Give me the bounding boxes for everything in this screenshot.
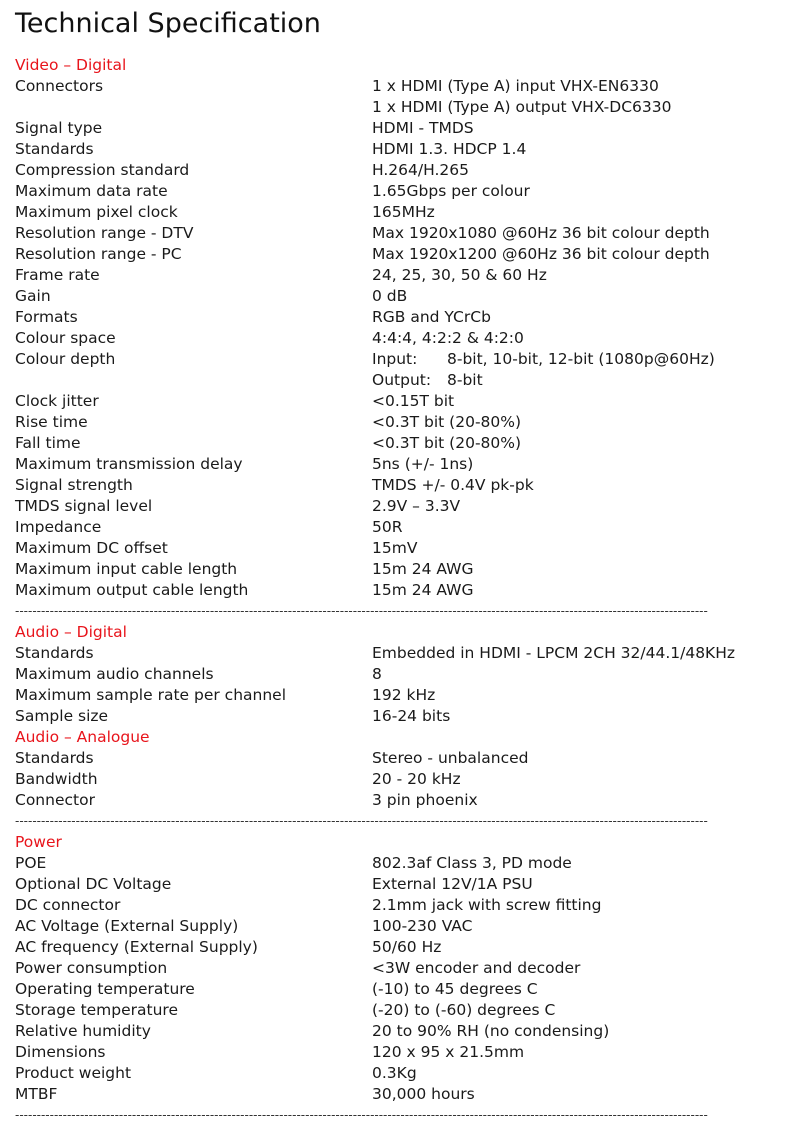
spec-row-impedance bbox=[0, 517, 800, 538]
spec-value: 16-24 bits bbox=[372, 707, 451, 725]
spec-values bbox=[372, 1063, 800, 1084]
spec-label: Product weight bbox=[15, 1064, 132, 1082]
spec-values bbox=[372, 643, 800, 664]
spec-row-power-consumption bbox=[0, 958, 800, 979]
spec-row-optional-dc-voltage bbox=[0, 874, 800, 895]
spec-values bbox=[372, 1021, 800, 1042]
spec-values bbox=[372, 769, 800, 790]
spec-value: HDMI 1.3. HDCP 1.4 bbox=[372, 140, 527, 158]
spec-label: Resolution range - PC bbox=[15, 245, 182, 263]
spec-row-maximum-sample-rate-per-channel bbox=[0, 685, 800, 706]
spec-values bbox=[372, 244, 800, 265]
spec-row-sample-size bbox=[0, 706, 800, 727]
spec-value: 15m 24 AWG bbox=[372, 560, 474, 578]
spec-values bbox=[372, 139, 800, 160]
spec-row-rise-time bbox=[0, 412, 800, 433]
spec-label: Maximum transmission delay bbox=[15, 455, 243, 473]
spec-values bbox=[372, 517, 800, 538]
spec-label: DC connector bbox=[15, 896, 121, 914]
spec-label: Maximum sample rate per channel bbox=[15, 686, 287, 704]
spec-row-compression-standard bbox=[0, 160, 800, 181]
spec-values bbox=[372, 664, 800, 685]
spec-value: 2.1mm jack with screw fitting bbox=[372, 896, 602, 914]
spec-values bbox=[372, 160, 800, 181]
spec-value: <0.3T bit (20-80%) bbox=[372, 434, 522, 452]
spec-row-maximum-pixel-clock bbox=[0, 202, 800, 223]
spec-values bbox=[372, 307, 800, 328]
spec-label: Clock jitter bbox=[15, 392, 99, 410]
spec-values bbox=[372, 496, 800, 517]
spec-value: 1.65Gbps per colour bbox=[372, 182, 530, 200]
spec-values bbox=[372, 328, 800, 349]
spec-label: Maximum input cable length bbox=[15, 560, 238, 578]
spec-value: 50R bbox=[372, 518, 403, 536]
spec-value: <0.15T bit bbox=[372, 392, 455, 410]
spec-label: Connectors bbox=[15, 77, 104, 95]
spec-values bbox=[372, 958, 800, 979]
spec-values bbox=[372, 538, 800, 559]
spec-values bbox=[372, 286, 800, 307]
spec-row-poe bbox=[0, 853, 800, 874]
spec-value: Max 1920x1080 @60Hz 36 bit colour depth bbox=[372, 224, 710, 242]
spec-row-dimensions bbox=[0, 1042, 800, 1063]
spec-row-dc-connector bbox=[0, 895, 800, 916]
spec-value: 192 kHz bbox=[372, 686, 436, 704]
spec-values bbox=[372, 790, 800, 811]
spec-label: Frame rate bbox=[15, 266, 100, 284]
spec-row-bandwidth bbox=[0, 769, 800, 790]
spec-label: Standards bbox=[15, 140, 94, 158]
spec-value: Embedded in HDMI - LPCM 2CH 32/44.1/48KHz bbox=[372, 644, 736, 662]
spec-values bbox=[372, 1084, 800, 1105]
spec-values bbox=[372, 433, 800, 454]
spec-row-mtbf bbox=[0, 1084, 800, 1105]
spec-values bbox=[372, 916, 800, 937]
spec-values bbox=[372, 223, 800, 244]
spec-value: TMDS +/- 0.4V pk-pk bbox=[372, 476, 534, 494]
spec-value: <3W encoder and decoder bbox=[372, 959, 581, 977]
spec-values bbox=[372, 895, 800, 916]
spec-label: Power consumption bbox=[15, 959, 168, 977]
spec-row-connectors bbox=[0, 76, 800, 118]
spec-value: 30,000 hours bbox=[372, 1085, 475, 1103]
spec-label: AC frequency (External Supply) bbox=[15, 938, 258, 956]
spec-row-resolution-range-dtv bbox=[0, 223, 800, 244]
spec-value: (-20) to (-60) degrees C bbox=[372, 1001, 556, 1019]
section-divider: ---------------------------------------------------------------------------------------------------------------------------------------------------------------- bbox=[15, 814, 708, 828]
spec-values bbox=[372, 979, 800, 1000]
spec-row-colour-space bbox=[0, 328, 800, 349]
spec-row-signal-strength bbox=[0, 475, 800, 496]
spec-row-maximum-audio-channels bbox=[0, 664, 800, 685]
spec-row-gain bbox=[0, 286, 800, 307]
spec-value: 0 dB bbox=[372, 287, 408, 305]
spec-values bbox=[372, 349, 800, 391]
spec-row-connector bbox=[0, 790, 800, 811]
spec-row-relative-humidity bbox=[0, 1021, 800, 1042]
spec-value: 165MHz bbox=[372, 203, 435, 221]
section-title-power: Power bbox=[15, 833, 62, 851]
spec-label: Storage temperature bbox=[15, 1001, 178, 1019]
spec-label: Fall time bbox=[15, 434, 81, 452]
spec-label: TMDS signal level bbox=[15, 497, 153, 515]
spec-label: Relative humidity bbox=[15, 1022, 151, 1040]
spec-row-maximum-transmission-delay bbox=[0, 454, 800, 475]
spec-values bbox=[372, 559, 800, 580]
spec-value: 5ns (+/- 1ns) bbox=[372, 455, 474, 473]
section-divider: ---------------------------------------------------------------------------------------------------------------------------------------------------------------- bbox=[15, 1108, 708, 1122]
spec-value: Max 1920x1200 @60Hz 36 bit colour depth bbox=[372, 245, 710, 263]
spec-row-signal-type bbox=[0, 118, 800, 139]
spec-value: 20 to 90% RH (no condensing) bbox=[372, 1022, 610, 1040]
spec-label: Connector bbox=[15, 791, 95, 809]
spec-row-standards bbox=[0, 748, 800, 769]
spec-row-maximum-input-cable-length bbox=[0, 559, 800, 580]
spec-values bbox=[372, 874, 800, 895]
spec-value: 0.3Kg bbox=[372, 1064, 417, 1082]
spec-values bbox=[372, 76, 800, 118]
spec-row-maximum-dc-offset bbox=[0, 538, 800, 559]
section-title-audio-analogue: Audio – Analogue bbox=[15, 728, 150, 746]
spec-value: 802.3af Class 3, PD mode bbox=[372, 854, 572, 872]
page-title: Technical Specification bbox=[15, 8, 321, 39]
spec-value: External 12V/1A PSU bbox=[372, 875, 533, 893]
spec-value: 3 pin phoenix bbox=[372, 791, 478, 809]
spec-value: (-10) to 45 degrees C bbox=[372, 980, 538, 998]
spec-row-operating-temperature bbox=[0, 979, 800, 1000]
spec-value: 120 x 95 x 21.5mm bbox=[372, 1043, 525, 1061]
spec-label: Bandwidth bbox=[15, 770, 98, 788]
spec-value: HDMI - TMDS bbox=[372, 119, 474, 137]
spec-label: Maximum output cable length bbox=[15, 581, 249, 599]
spec-values bbox=[372, 202, 800, 223]
spec-row-maximum-data-rate bbox=[0, 181, 800, 202]
spec-values bbox=[372, 391, 800, 412]
spec-label: Standards bbox=[15, 644, 94, 662]
spec-values bbox=[372, 265, 800, 286]
spec-label: Standards bbox=[15, 749, 94, 767]
spec-values bbox=[372, 580, 800, 601]
spec-row-fall-time bbox=[0, 433, 800, 454]
spec-values bbox=[372, 685, 800, 706]
spec-value: <0.3T bit (20-80%) bbox=[372, 413, 522, 431]
spec-value: 1 x HDMI (Type A) input VHX-EN6330 bbox=[372, 77, 659, 95]
spec-row-clock-jitter bbox=[0, 391, 800, 412]
spec-values bbox=[372, 937, 800, 958]
spec-label: MTBF bbox=[15, 1085, 58, 1103]
spec-value: Stereo - unbalanced bbox=[372, 749, 529, 767]
spec-label: Rise time bbox=[15, 413, 88, 431]
spec-values bbox=[372, 412, 800, 433]
spec-label: Sample size bbox=[15, 707, 109, 725]
spec-row-frame-rate bbox=[0, 265, 800, 286]
spec-row-ac-frequency-external-supply bbox=[0, 937, 800, 958]
spec-label: Formats bbox=[15, 308, 78, 326]
spec-value: H.264/H.265 bbox=[372, 161, 470, 179]
spec-value: 20 - 20 kHz bbox=[372, 770, 461, 788]
spec-value: 15m 24 AWG bbox=[372, 581, 474, 599]
spec-value: 15mV bbox=[372, 539, 418, 557]
spec-value: 1 x HDMI (Type A) output VHX-DC6330 bbox=[372, 98, 672, 116]
spec-label: Dimensions bbox=[15, 1043, 106, 1061]
spec-label: Colour depth bbox=[15, 350, 116, 368]
spec-label: Maximum audio channels bbox=[15, 665, 214, 683]
spec-value-prefix: Output: bbox=[372, 371, 432, 389]
spec-row-tmds-signal-level bbox=[0, 496, 800, 517]
spec-value-line bbox=[372, 370, 800, 391]
spec-row-resolution-range-pc bbox=[0, 244, 800, 265]
spec-row-storage-temperature bbox=[0, 1000, 800, 1021]
spec-label: Maximum data rate bbox=[15, 182, 168, 200]
spec-values bbox=[372, 748, 800, 769]
spec-value: 2.9V – 3.3V bbox=[372, 497, 461, 515]
spec-row-standards bbox=[0, 643, 800, 664]
spec-values bbox=[372, 181, 800, 202]
spec-label: Signal type bbox=[15, 119, 103, 137]
spec-label: AC Voltage (External Supply) bbox=[15, 917, 239, 935]
spec-value: 24, 25, 30, 50 & 60 Hz bbox=[372, 266, 547, 284]
spec-label: Optional DC Voltage bbox=[15, 875, 172, 893]
spec-values bbox=[372, 475, 800, 496]
spec-label: Impedance bbox=[15, 518, 102, 536]
spec-row-ac-voltage-external-supply bbox=[0, 916, 800, 937]
spec-value: 8-bit, 10-bit, 12-bit (1080p@60Hz) bbox=[447, 350, 715, 368]
spec-value-line bbox=[372, 349, 800, 370]
spec-values bbox=[372, 1000, 800, 1021]
spec-value: 8-bit bbox=[447, 371, 483, 389]
spec-label: Resolution range - DTV bbox=[15, 224, 194, 242]
section-title-video-digital: Video – Digital bbox=[15, 56, 127, 74]
spec-row-formats bbox=[0, 307, 800, 328]
spec-label: Maximum pixel clock bbox=[15, 203, 178, 221]
section-divider: ---------------------------------------------------------------------------------------------------------------------------------------------------------------- bbox=[15, 604, 708, 618]
spec-value: 8 bbox=[372, 665, 382, 683]
spec-values bbox=[372, 118, 800, 139]
section-title-audio-digital: Audio – Digital bbox=[15, 623, 127, 641]
spec-value: 4:4:4, 4:2:2 & 4:2:0 bbox=[372, 329, 524, 347]
spec-label: Maximum DC offset bbox=[15, 539, 168, 557]
spec-value: 100-230 VAC bbox=[372, 917, 473, 935]
spec-values bbox=[372, 853, 800, 874]
spec-value-prefix: Input: bbox=[372, 350, 418, 368]
spec-row-maximum-output-cable-length bbox=[0, 580, 800, 601]
spec-row-colour-depth bbox=[0, 349, 800, 391]
spec-label: Signal strength bbox=[15, 476, 133, 494]
spec-values bbox=[372, 706, 800, 727]
spec-label: Operating temperature bbox=[15, 980, 195, 998]
spec-value: RGB and YCrCb bbox=[372, 308, 491, 326]
spec-label: POE bbox=[15, 854, 47, 872]
spec-row-product-weight bbox=[0, 1063, 800, 1084]
spec-content bbox=[0, 55, 800, 1126]
spec-value: 50/60 Hz bbox=[372, 938, 442, 956]
spec-values bbox=[372, 454, 800, 475]
spec-label: Colour space bbox=[15, 329, 116, 347]
spec-label: Gain bbox=[15, 287, 51, 305]
spec-values bbox=[372, 1042, 800, 1063]
spec-label: Compression standard bbox=[15, 161, 190, 179]
spec-row-standards bbox=[0, 139, 800, 160]
